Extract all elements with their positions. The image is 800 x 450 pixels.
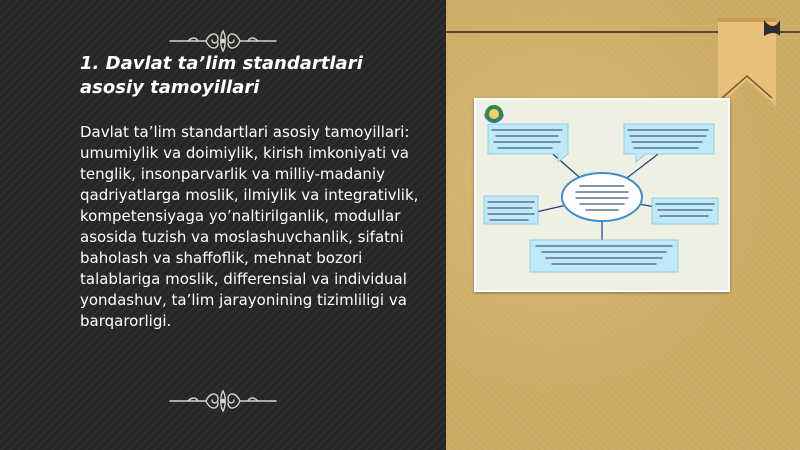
bookmark-ribbon-icon bbox=[712, 18, 782, 108]
principles-diagram bbox=[476, 100, 728, 290]
diagram-box bbox=[652, 198, 718, 224]
diagram-box bbox=[530, 240, 678, 272]
slide-title: 1. Davlat ta’lim standartlari asosiy tamoyillari bbox=[80, 53, 363, 98]
flourish-divider-icon bbox=[168, 28, 278, 54]
slide-body-text: Davlat ta’lim standartlari asosiy tamoyillari: umumiylik va doimiylik, kirish imkoniyati va tenglik, insonparvarlik va milliy-madaniy qadriyatlarga moslik, ilmiylik va integrativlik, kompetensiyaga yo’naltirilganlik, modullar asosida tuzish va moslashuvchanlik, sifatni baholash va shaffoflik, mehnat bozori talablariga moslik, differensial va individual yondashuv, ta’lim jarayonining tizimliligi va barqarorligi. bbox=[80, 123, 419, 330]
uzbekistan-emblem-icon bbox=[485, 105, 503, 123]
diagram-picture bbox=[474, 98, 730, 292]
flourish-divider-icon bbox=[168, 388, 278, 414]
diagram-center-oval bbox=[562, 173, 642, 221]
